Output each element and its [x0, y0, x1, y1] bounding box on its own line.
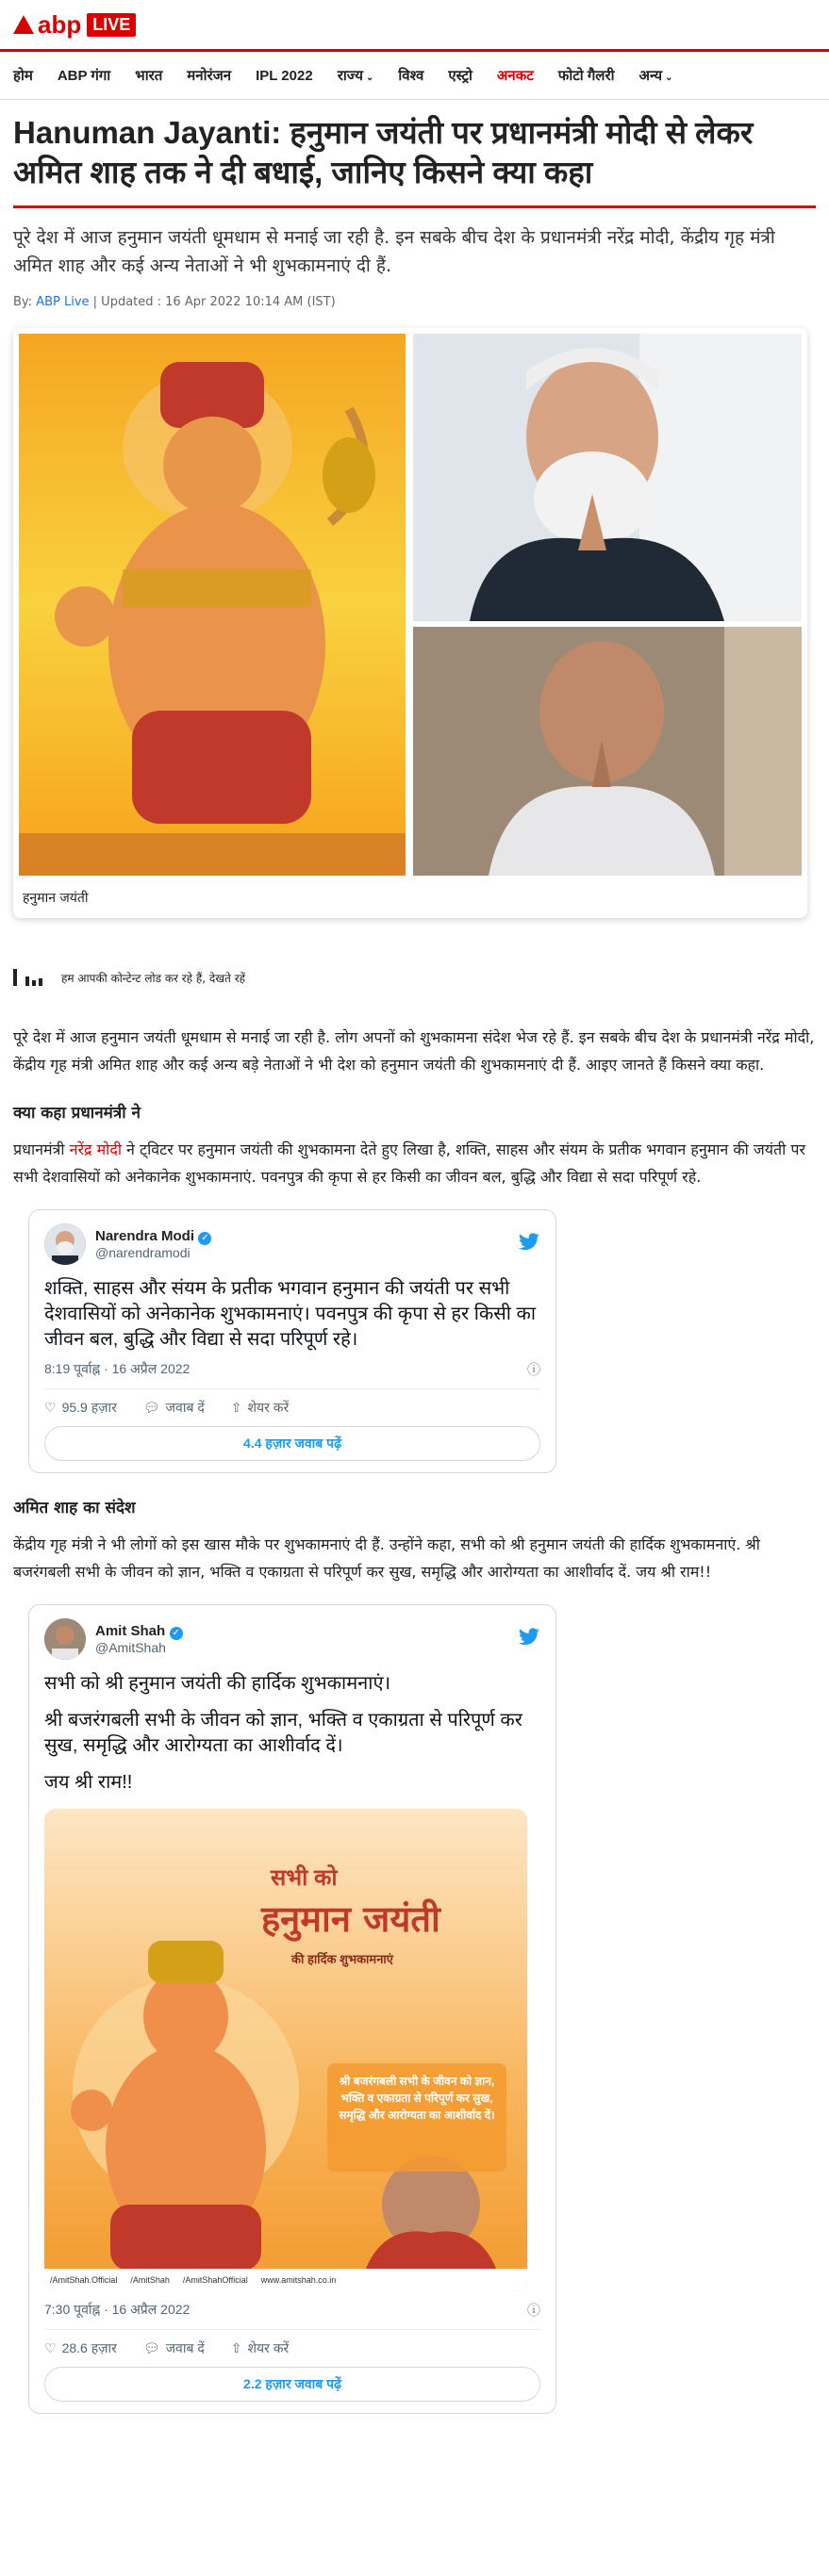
main-nav — [0, 52, 829, 100]
nav-item-abp-ganga[interactable]: ABP गंगा — [57, 68, 111, 84]
modi-photo — [413, 334, 802, 621]
heading-shah: अमित शाह का संदेश — [13, 1499, 136, 1518]
nav-item-india[interactable]: भारत — [135, 68, 163, 84]
poster-link-instagram: /AmitShahOfficial — [182, 2275, 248, 2285]
article-para-shah: केंद्रीय गृह मंत्री ने भी लोगों को इस खास मौके पर शुभकामनाएं दी हैं. उन्होंने कहा, सभी को श्री हनुमान जयंती की हार्दिक शुभकामनाएं. श्री बजरंगबली सभी के जीवन को ज्ञान, भक्ति व एकाग्रता से परिपूर्ण कर सुख, समृद्धि और आरोग्यता का आशीर्वाद दें. जय श्री राम!! — [13, 1535, 760, 1581]
verified-badge-icon: ✓ — [170, 1627, 183, 1640]
share-label: शेयर करें — [247, 2340, 290, 2355]
nav-item-ipl[interactable]: IPL 2022 — [256, 67, 313, 84]
poster-link-facebook: /AmitShah.Official — [50, 2275, 118, 2285]
twitter-bird-icon[interactable] — [518, 1233, 540, 1256]
verified-badge-icon: ✓ — [198, 1232, 211, 1245]
share-button[interactable] — [231, 2339, 289, 2357]
tweet-text: शक्ति, साहस और संयम के प्रतीक भगवान हनुमान की जयंती पर सभी देशवासियों को अनेकानेक शुभकामनाएं। पवनपुत्र की कृपा से हर किसी का जीवन बल, बुद्धि और विद्या से सदा परिपूर्ण रहे। — [44, 1278, 537, 1350]
reply-button[interactable] — [143, 2339, 205, 2357]
nav-item-home[interactable]: होम — [13, 68, 33, 84]
nav-item-uncut[interactable]: अनकट — [496, 68, 534, 84]
tweet-text-line-3: जय श्री राम!! — [44, 1772, 133, 1793]
reply-button[interactable] — [143, 1399, 205, 1417]
pm-para-prefix: प्रधानमंत्री — [13, 1140, 70, 1158]
modi-profile-link[interactable]: नरेंद्र मोदी — [69, 1140, 122, 1158]
chevron-down-icon: ⌄ — [665, 73, 673, 83]
heart-icon: ♡ — [44, 2340, 57, 2355]
nav-states-label: राज्य — [337, 68, 363, 84]
pm-para-text: ने ट्विटर पर हनुमान जयंती की शुभकामना देते हुए लिखा है, शक्ति, साहस और संयम के प्रतीक भगवान हनुमान की जयंती पर सभी देशवासियों को अनेकानेक शुभकामनाएं. पवनपुत्र की कृपा से हर किसी का जीवन बल, बुद्धि और विद्या से सदा परिपूर्ण रहे. — [13, 1140, 806, 1186]
share-label: शेयर करें — [247, 1400, 290, 1415]
abp-live-logo[interactable] — [13, 10, 136, 40]
hanuman-image — [19, 334, 406, 876]
logo-triangle-icon — [13, 15, 34, 34]
like-button[interactable] — [44, 2339, 117, 2357]
nav-item-more[interactable] — [639, 66, 673, 85]
tweet-poster-image[interactable] — [44, 1809, 527, 2291]
tweet-text-line-1: सभी को श्री हनुमान जयंती की हार्दिक शुभकामनाएं। — [44, 1673, 391, 1694]
info-icon[interactable]: ⓘ — [527, 1362, 540, 1377]
article — [0, 113, 829, 2414]
article-lead: पूरे देश में आज हनुमान जयंती धूमधाम से मनाई जा रही है. इन सबके बीच देश के प्रधानमंत्री नरेंद्र मोदी, केंद्रीय गृह मंत्री अमित शाह और कई अन्य नेताओं ने भी शुभकामनाएं दी हैं. — [13, 227, 775, 276]
tweet-author-handle[interactable]: @AmitShah — [95, 1640, 166, 1655]
tweet-timestamp[interactable]: 8:19 पूर्वाह्न · 16 अप्रैल 2022 — [44, 1361, 191, 1376]
twitter-bird-icon[interactable] — [518, 1628, 540, 1651]
loading-bars-icon — [13, 969, 42, 986]
nav-item-world[interactable]: विश्व — [398, 68, 424, 84]
poster-link-website: www.amitshah.co.in — [260, 2275, 337, 2285]
like-button[interactable] — [44, 1399, 117, 1417]
poster-top-text: सभी को — [271, 1865, 338, 1891]
tweet-text-line-2: श्री बजरंगबली सभी के जीवन को ज्ञान, भक्ति व एकाग्रता से परिपूर्ण कर सुख, समृद्धि और आरोग्यता का आशीर्वाद दें। — [44, 1710, 522, 1756]
avatar[interactable] — [44, 1618, 86, 1660]
nav-item-states[interactable] — [338, 66, 374, 85]
hanuman-illustration — [19, 334, 406, 876]
nav-item-entertainment[interactable]: मनोरंजन — [187, 68, 232, 84]
nav-more-label: अन्य — [638, 68, 663, 84]
chevron-down-icon: ⌄ — [366, 73, 374, 83]
tweet-author-name[interactable]: Amit Shah — [95, 1623, 166, 1639]
featured-image-card — [13, 328, 807, 918]
byline — [13, 295, 816, 309]
reply-label: जवाब दें — [165, 2340, 205, 2355]
nav-item-photo-gallery[interactable]: फोटो गैलरी — [557, 68, 615, 84]
poster-subtitle: की हार्दिक शुभकामनाएं — [291, 1952, 393, 1966]
like-count: 28.6 हज़ार — [61, 2340, 117, 2355]
loading-text: हम आपकी कोन्टेन्ट लोड कर रहे हैं, देखते रहें — [61, 971, 245, 985]
tweet-author-handle[interactable]: @narendramodi — [95, 1245, 191, 1260]
poster-social-links — [44, 2269, 527, 2291]
shah-photo — [413, 627, 802, 876]
reply-icon: 💬︎ — [142, 2340, 160, 2355]
poster-link-twitter: /AmitShah — [130, 2275, 170, 2285]
share-icon: ⇧ — [230, 1400, 242, 1415]
shah-photo-illustration — [413, 627, 802, 876]
tweet-embed-shah — [28, 1604, 556, 2414]
article-para-pm — [13, 1136, 816, 1190]
share-icon: ⇧ — [230, 2340, 242, 2355]
author-link[interactable]: ABP Live — [36, 295, 90, 309]
read-replies-button[interactable]: 2.2 हज़ार जवाब पढ़ें — [44, 2367, 540, 2402]
image-caption: हनुमान जयंती — [23, 891, 89, 906]
live-badge: LIVE — [87, 13, 136, 37]
heading-pm: क्या कहा प्रधानमंत्री ने — [13, 1104, 141, 1123]
nav-item-astro[interactable]: एस्ट्रो — [448, 68, 473, 84]
by-label: By: — [13, 295, 33, 309]
tweet-embed-modi — [28, 1209, 556, 1473]
updated-time: | Updated : 16 Apr 2022 10:14 AM (IST) — [92, 295, 336, 309]
article-title: Hanuman Jayanti: हनुमान जयंती पर प्रधानमंत्री मोदी से लेकर अमित शाह तक ने दी बधाई, जानिए किसने क्या कहा — [13, 113, 816, 208]
article-para-1: पूरे देश में आज हनुमान जयंती धूमधाम से मनाई जा रही है. लोग अपनों को शुभकामना संदेश भेज रहे हैं. इन सबके बीच देश के प्रधानमंत्री नरेंद्र मोदी, केंद्रीय गृह मंत्री अमित शाह और कई अन्य बड़े नेताओं ने भी देश को हनुमान जयंती की शुभकामनाएं दी हैं. आइए जानते हैं किसने क्या कहा. — [13, 1028, 815, 1074]
site-header — [0, 0, 829, 52]
poster-title: हनुमान जयंती — [261, 1897, 440, 1940]
heart-icon: ♡ — [44, 1400, 57, 1415]
avatar[interactable] — [44, 1223, 86, 1265]
tweet-author-name[interactable]: Narendra Modi — [95, 1228, 195, 1244]
reply-label: जवाब दें — [165, 1400, 205, 1415]
tweet-timestamp[interactable]: 7:30 पूर्वाह्न · 16 अप्रैल 2022 — [44, 2302, 191, 2317]
modi-photo-illustration — [413, 334, 802, 621]
loading-indicator — [13, 969, 816, 986]
share-button[interactable] — [231, 1399, 289, 1417]
brand-name: abp — [38, 9, 82, 39]
info-icon[interactable]: ⓘ — [527, 2303, 540, 2318]
read-replies-button[interactable]: 4.4 हज़ार जवाब पढ़ें — [44, 1426, 540, 1461]
reply-icon: 💬︎ — [142, 1400, 160, 1415]
poster-message: श्री बजरंगबली सभी के जीवन को ज्ञान, भक्ति व एकाग्रता से परिपूर्ण कर सुख, समृद्धि और आरोग्यता का आशीर्वाद दें। — [339, 2075, 495, 2122]
like-count: 95.9 हज़ार — [61, 1400, 117, 1415]
